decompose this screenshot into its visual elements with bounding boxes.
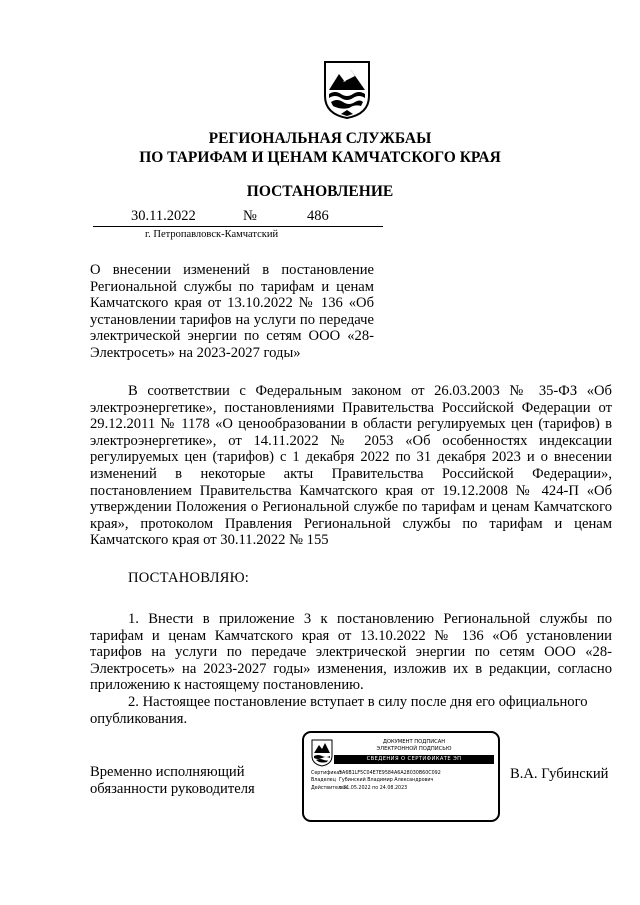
signer-role-line1: Временно исполняющий: [90, 764, 245, 780]
stamp-row-label: Сертификат: [311, 771, 343, 776]
stamp-certificate-bar: СВЕДЕНИЯ О СЕРТИФИКАТЕ ЭП: [334, 755, 494, 764]
item-1-paragraph: 1. Внести в приложение 3 к постановлению Региональной службы по тарифам и ценам Камчатского края от 13.10.2022 № 136 «Об установлении тарифов на услуги по передаче электрической энергии по сетям ООО «28-Электросеть» на 2023-2027 годы» изменения, изложив их в редакции, согласно приложению к настоящему постановлению.: [90, 611, 612, 694]
stamp-row: [311, 770, 496, 777]
kamchatka-coat-of-arms-icon: [323, 60, 371, 120]
preamble-paragraph: В соответствии с Федеральным законом от 26.03.2003 № 35-ФЗ «Об электроэнергетике», постановлениями Правительства Российской Федерации от 29.12.2011 № 1178 «О ценообразовании в области регулируемых цен (тарифов) в электроэнергетике», от 14.11.2022 № 2053 «Об особенностях индексации регулируемых цен (тарифов) с 1 декабря 2022 по 31 декабря 2023 и о внесении изменений в некоторые акты Правительства Российской Федерации», постановлением Правительства Камчатского края от 19.12.2008 № 424-П «Об утверждении Положения о Региональной службе по тарифам и ценам Камчатского края», протоколом Правления Региональной службы по тарифам и ценам Камчатского края от 30.11.2022 № 155: [90, 383, 612, 549]
signer-name: В.А. Губинский: [510, 766, 609, 782]
signer-role-line2: обязанности руководителя: [90, 780, 255, 797]
item-2-paragraph: [90, 694, 612, 727]
item-2-line2: опубликования.: [90, 710, 188, 727]
stamp-emblem-icon: [311, 739, 333, 767]
document-number: 486: [307, 208, 329, 224]
date-underline: [93, 226, 383, 227]
document-date: 30.11.2022: [131, 208, 196, 224]
stamp-details: [311, 770, 496, 792]
signer-role: [90, 764, 255, 797]
stamp-row: [311, 777, 496, 784]
electronic-signature-stamp: [302, 731, 500, 822]
stamp-header: [334, 739, 494, 753]
stamp-header-line1: ДОКУМЕНТ ПОДПИСАН: [382, 739, 446, 745]
organization-name-line2: ПО ТАРИФАМ И ЦЕНАМ КАМЧАТСКОГО КРАЯ: [139, 149, 501, 166]
stamp-header-line2: ЭЛЕКТРОННОЙ ПОДПИСЬЮ: [376, 746, 452, 752]
item-2-line1: 2. Настоящее постановление вступает в силу после дня его официального: [128, 694, 588, 710]
date-number-line: [93, 208, 383, 226]
stamp-row-label: Действителен: [311, 785, 348, 791]
document-type: ПОСТАНОВЛЕНИЕ: [246, 183, 394, 200]
stamp-row-value: 5A6B1LF5C04E7E9584A6A28030B60C092: [339, 771, 441, 776]
stamp-row-value: с 31.05.2022 по 24.08.2023: [339, 785, 408, 791]
stamp-row-label: Владелец: [311, 778, 336, 784]
decree-word: ПОСТАНОВЛЯЮ:: [128, 570, 250, 586]
organization-name-line1: РЕГИОНАЛЬНАЯ СЛУЖБАЫ: [208, 130, 432, 147]
stamp-row-value: Губинский Владимир Александрович: [339, 778, 434, 784]
stamp-row: [311, 785, 496, 792]
document-title: О внесении изменений в постановление Региональной службы по тарифам и ценам Камчатского края от 13.10.2022 № 136 «Об установлении тарифов на услуги по передаче электрической энергии по сетям ООО «28-Электросеть» на 2023-2027 годы»: [90, 262, 374, 361]
city: г. Петропавловск-Камчатский: [145, 229, 279, 240]
number-sign: №: [243, 208, 257, 224]
